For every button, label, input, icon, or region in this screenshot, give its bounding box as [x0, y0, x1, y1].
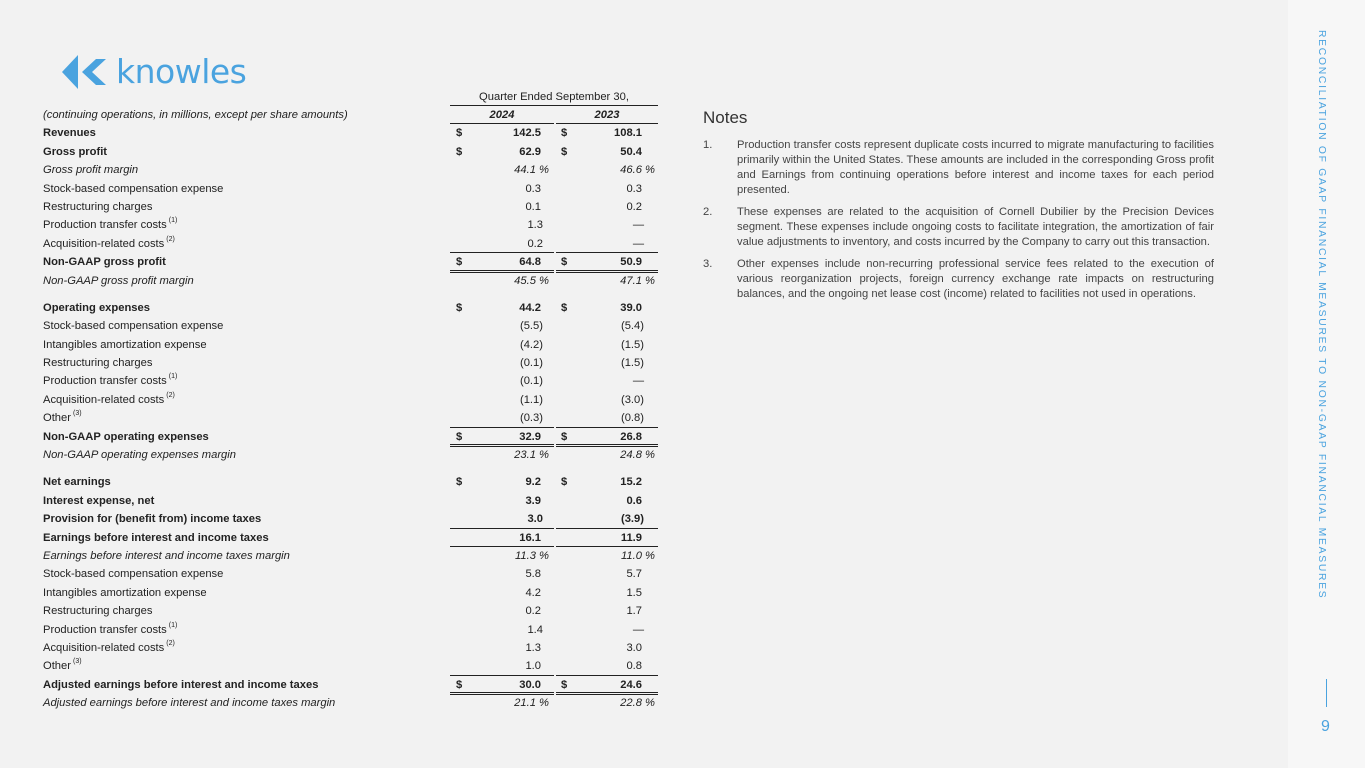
value-2024: 1.3	[525, 641, 541, 654]
currency-symbol: $	[456, 430, 463, 443]
financial-table	[40, 88, 665, 713]
value-2024: 3.9	[525, 494, 541, 507]
footnote-marker: (3)	[72, 410, 82, 418]
table-row	[40, 354, 665, 372]
currency-symbol: $	[456, 301, 463, 314]
value-2023: 47.1 %	[620, 274, 655, 287]
currency-symbol: $	[561, 430, 568, 443]
table-row	[40, 584, 665, 602]
row-label: Restructuring charges	[43, 357, 153, 370]
row-label: Stock-based compensation expense	[43, 568, 224, 581]
currency-symbol: $	[561, 301, 568, 314]
table-row	[40, 198, 665, 216]
table-row	[40, 317, 665, 335]
value-2023: (3.9)	[620, 513, 644, 526]
currency-symbol: $	[561, 678, 568, 691]
row-label: Earnings before interest and income taxes margin	[43, 549, 290, 562]
footnote-marker: (1)	[168, 373, 178, 381]
currency-symbol: $	[561, 127, 568, 140]
value-2023: 11.0 %	[621, 549, 655, 562]
value-2023: 24.8 %	[620, 449, 655, 462]
table-row	[40, 336, 665, 354]
row-label: Non-GAAP gross profit margin	[43, 274, 194, 287]
table-row	[40, 391, 665, 409]
value-2023: 24.6	[620, 678, 642, 691]
value-2023: 0.8	[626, 660, 642, 673]
table-row	[40, 676, 665, 694]
table-row	[40, 547, 665, 565]
value-2024: 45.5 %	[514, 274, 549, 287]
table-row	[40, 694, 665, 712]
row-label: Adjusted earnings before interest and income taxes margin	[43, 697, 336, 710]
row-label: Other $^{(3)}$	[43, 410, 82, 425]
value-2023: 11.9	[620, 531, 642, 544]
table-row	[40, 216, 665, 234]
row-label: Acquisition-related costs $^{(2)}$	[43, 391, 175, 406]
row-label: Production transfer costs $^{(1)}$	[43, 621, 178, 636]
note-item	[703, 257, 1214, 302]
footnote-marker: (1)	[168, 217, 178, 225]
row-label: Non-GAAP gross profit	[43, 256, 166, 269]
column-header-2023: 2023	[594, 109, 620, 121]
currency-symbol: $	[561, 145, 568, 158]
table-row	[40, 143, 665, 161]
table-row	[40, 428, 665, 446]
row-label: Gross profit margin	[43, 164, 139, 177]
footnote-marker: (2)	[166, 639, 175, 647]
row-label: Provision for (benefit from) income taxes	[43, 513, 262, 526]
note-text: These expenses are related to the acquisition of Cornell Dubilier by the Precision Devices segment. These expenses include ongoing costs to facilitate integration, the amortization of fair value adjustments to inventory, and costs incurred by the Company to carry out this transaction.	[737, 206, 1214, 248]
value-2024: 11.3 %	[515, 549, 549, 562]
row-label: Adjusted earnings before interest and income taxes	[43, 678, 319, 691]
table-row	[40, 124, 665, 142]
period-header-label: Quarter Ended September 30,	[479, 91, 629, 103]
row-label: Acquisition-related costs $^{(2)}$	[43, 639, 175, 654]
value-2024: 1.0	[525, 660, 541, 673]
value-2023: 0.2	[626, 200, 642, 213]
value-2023: (5.4)	[620, 320, 644, 333]
row-label: Earnings before interest and income taxes	[43, 531, 269, 544]
value-2023: 22.8 %	[620, 697, 655, 710]
notes-list	[703, 138, 1214, 302]
notes-title: Notes	[703, 108, 748, 127]
column-header-2024: 2024	[489, 109, 515, 121]
row-label: Net earnings	[43, 476, 111, 489]
currency-symbol: $	[456, 476, 463, 489]
value-2023: 26.8	[620, 430, 642, 443]
footnote-marker: (3)	[72, 658, 82, 666]
value-2023: 0.6	[626, 494, 642, 507]
row-label: Operating expenses	[43, 301, 150, 314]
note-number: 1.	[703, 139, 713, 151]
row-label: Gross profit	[43, 145, 108, 158]
value-2023: (3.0)	[620, 393, 644, 406]
table-row	[40, 510, 665, 528]
value-2023: 39.0	[620, 301, 642, 314]
section-title-vertical: RECONCILIATION OF GAAP FINANCIAL MEASURES TO NON-GAAP FINANCIAL MEASURES	[1316, 30, 1327, 600]
currency-symbol: $	[456, 256, 463, 269]
value-2024: (0.3)	[519, 412, 543, 425]
value-2023: —	[632, 623, 644, 636]
knowles-mark-icon	[62, 53, 110, 91]
row-label: Restructuring charges	[43, 200, 153, 213]
row-label: Intangibles amortization expense	[43, 586, 207, 599]
value-2024: 44.2	[519, 301, 541, 314]
row-label: Stock-based compensation expense	[43, 182, 224, 195]
table-row	[40, 272, 665, 290]
value-2024: 0.2	[527, 237, 543, 250]
notes-section	[703, 108, 1214, 309]
value-2023: 15.2	[620, 476, 642, 489]
table-row	[40, 657, 665, 675]
table-row	[40, 639, 665, 657]
value-2024: 21.1 %	[514, 697, 549, 710]
period-header	[40, 88, 665, 106]
value-2024: 64.8	[519, 256, 541, 269]
footnote-marker: (2)	[166, 391, 175, 399]
value-2024: (0.1)	[519, 357, 543, 370]
currency-symbol: $	[456, 127, 463, 140]
row-label: Production transfer costs $^{(1)}$	[43, 217, 178, 232]
value-2024: 4.2	[525, 586, 541, 599]
value-2024: 0.3	[525, 182, 541, 195]
value-2023: 108.1	[614, 127, 642, 140]
page-number: 9	[1321, 718, 1330, 735]
value-2023: —	[632, 375, 644, 388]
note-number: 3.	[703, 258, 713, 270]
table-row	[40, 492, 665, 510]
row-label: Stock-based compensation expense	[43, 320, 224, 333]
value-2023: 50.4	[620, 145, 642, 158]
value-2023: (1.5)	[620, 357, 644, 370]
value-2024: (1.1)	[519, 393, 543, 406]
table-row	[40, 372, 665, 390]
row-label: Production transfer costs $^{(1)}$	[43, 373, 178, 388]
value-2024: 9.2	[525, 476, 541, 489]
note-text: Production transfer costs represent duplicate costs incurred to migrate manufacturing to facilities primarily within the United States. These amounts are included in the corresponding Gross profit and Earnings from continuing operations before interest and income taxes for each period presented.	[737, 139, 1214, 196]
footnote-marker: (1)	[168, 621, 178, 629]
value-2023: —	[632, 219, 644, 232]
table-row	[40, 446, 665, 464]
table-row	[40, 180, 665, 198]
table-row	[40, 299, 665, 317]
value-2024: 44.1 %	[514, 164, 549, 177]
value-2023: 46.6 %	[620, 164, 655, 177]
value-2023: (1.5)	[620, 338, 644, 351]
value-2024: 1.3	[527, 219, 543, 232]
value-2024: 16.1	[519, 531, 541, 544]
currency-symbol: $	[456, 145, 463, 158]
value-2024: 5.8	[525, 568, 541, 581]
divider	[1326, 679, 1327, 707]
currency-symbol: $	[561, 476, 568, 489]
table-row	[40, 565, 665, 583]
table-row	[40, 235, 665, 253]
table-row	[40, 473, 665, 491]
value-2023: 1.5	[626, 586, 642, 599]
row-label: Revenues	[43, 127, 96, 140]
value-2023: 5.7	[626, 568, 642, 581]
value-2023: 0.3	[626, 182, 642, 195]
value-2024: (4.2)	[519, 338, 543, 351]
note-item	[703, 138, 1214, 198]
units-label: (continuing operations, in millions, except per share amounts)	[43, 109, 348, 121]
row-label: Non-GAAP operating expenses	[43, 430, 209, 443]
value-2024: 3.0	[527, 513, 543, 526]
note-text: Other expenses include non-recurring professional service fees related to the execution of various reorganization projects, foreign currency exchange rate impacts on restructuring balances, and the ongoing net lease cost (income) related to facilities not used in operations.	[737, 258, 1214, 300]
value-2023: (0.8)	[620, 412, 644, 425]
value-2024: 0.1	[525, 200, 541, 213]
table-row	[40, 529, 665, 547]
row-label: Intangibles amortization expense	[43, 338, 207, 351]
row-label: Restructuring charges	[43, 605, 153, 618]
table-row	[40, 161, 665, 179]
table-row	[40, 602, 665, 620]
value-2023: 50.9	[620, 256, 642, 269]
note-item	[703, 205, 1214, 250]
table-row	[40, 621, 665, 639]
value-2024: (5.5)	[519, 320, 543, 333]
table-row	[40, 409, 665, 427]
value-2024: 0.2	[525, 605, 541, 618]
row-label: Other $^{(3)}$	[43, 658, 82, 673]
note-number: 2.	[703, 206, 713, 218]
row-label: Non-GAAP operating expenses margin	[43, 449, 236, 462]
value-2023: 1.7	[626, 605, 642, 618]
company-logo	[62, 52, 246, 91]
value-2024: 30.0	[519, 678, 541, 691]
currency-symbol: $	[561, 256, 568, 269]
value-2024: 62.9	[519, 145, 541, 158]
row-label: Interest expense, net	[43, 494, 155, 507]
table-row	[40, 253, 665, 271]
value-2023: 3.0	[626, 641, 642, 654]
value-2024: 32.9	[519, 430, 541, 443]
logo-wordmark: knowles	[116, 52, 247, 91]
row-label: Acquisition-related costs $^{(2)}$	[43, 235, 175, 250]
value-2024: 1.4	[527, 623, 543, 636]
value-2023: —	[632, 237, 644, 250]
currency-symbol: $	[456, 678, 463, 691]
footnote-marker: (2)	[166, 235, 175, 243]
value-2024: 23.1 %	[514, 449, 549, 462]
column-header-row	[40, 106, 665, 124]
value-2024: (0.1)	[519, 375, 543, 388]
value-2024: 142.5	[513, 127, 541, 140]
